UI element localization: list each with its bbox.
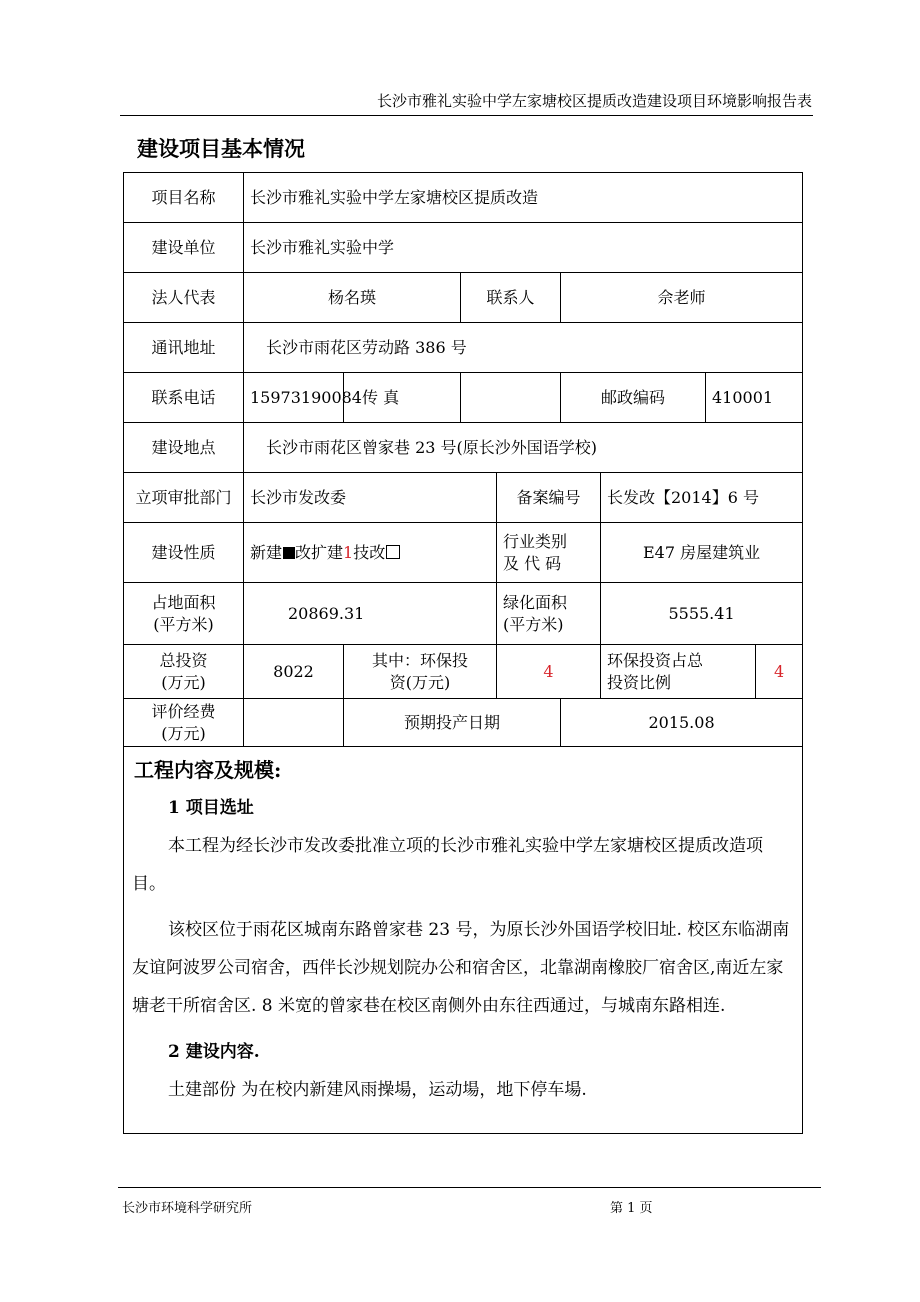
nature-tech-label: 技改 bbox=[353, 542, 386, 562]
nature-value bbox=[244, 523, 497, 583]
document-header-title: 长沙市雅礼实验中学左家塘校区提质改造建设项目环境影响报告表 bbox=[376, 92, 812, 110]
construction-content-para: 土建部份 为在校内新建风雨操場，运动場，地下停车場. bbox=[168, 1080, 587, 1100]
invest-label-line1: 总投资 bbox=[159, 650, 208, 670]
env-invest-value: 4 bbox=[497, 645, 601, 699]
eval-fee-label-line2: (万元) bbox=[161, 723, 206, 743]
table-row bbox=[124, 423, 803, 473]
table-row bbox=[124, 473, 803, 523]
industry-label-line1: 行业类别 bbox=[503, 531, 568, 551]
table-row bbox=[124, 273, 803, 323]
builder-label: 建设单位 bbox=[124, 223, 244, 273]
table-row bbox=[124, 747, 803, 1134]
green-value: 5555.41 bbox=[601, 583, 803, 645]
address-label: 通讯地址 bbox=[124, 323, 244, 373]
table-row bbox=[124, 223, 803, 273]
nature-new-label: 新建 bbox=[250, 542, 283, 562]
site-selection-title: 1 项目选址 bbox=[168, 798, 254, 818]
section-title: 建设项目基本情况 bbox=[137, 136, 305, 161]
eval-fee-value bbox=[244, 699, 344, 747]
builder-value: 长沙市雅礼实验中学 bbox=[244, 223, 803, 273]
invest-value: 8022 bbox=[244, 645, 344, 699]
table-row bbox=[124, 373, 803, 423]
green-label-line1: 绿化面积 bbox=[503, 592, 568, 612]
fax-label: 传 真 bbox=[344, 373, 461, 423]
nature-expand-mark: 1 bbox=[343, 542, 354, 562]
industry-label-line2: 及 代 码 bbox=[503, 553, 562, 573]
footer-divider bbox=[118, 1187, 821, 1188]
construction-content-title: 2 建设内容. bbox=[168, 1042, 260, 1062]
green-label bbox=[497, 583, 601, 645]
phone-value: 15973190084 bbox=[244, 373, 344, 423]
env-invest-label-line1: 其中：环保投 bbox=[371, 650, 468, 670]
fax-value bbox=[461, 373, 561, 423]
table-row bbox=[124, 173, 803, 223]
table-row bbox=[124, 699, 803, 747]
site-selection-para-2: 该校区位于雨花区城南东路曾家巷 23 号，为原长沙外国语学校旧址. 校区东临湖南友谊阿波罗公司宿舍，西伴长沙规划院办公和宿舍区，北靠湖南橡胶厂宿舍区,南近左家塘老干所宿舍区. 8 米宽的曾家巷在校区南侧外由东往西通过，与城南东路相连. bbox=[132, 920, 790, 1016]
industry-label bbox=[497, 523, 601, 583]
env-ratio-label-line1: 环保投资占总 bbox=[607, 650, 704, 670]
area-label bbox=[124, 583, 244, 645]
project-name-value: 长沙市雅礼实验中学左家塘校区提质改造 bbox=[244, 173, 803, 223]
table-row bbox=[124, 645, 803, 699]
table-row bbox=[124, 583, 803, 645]
site-selection-para-1: 本工程为经长沙市发改委批准立项的长沙市雅礼实验中学左家塘校区提质改造项目。 bbox=[132, 836, 763, 894]
invest-label-line2: (万元) bbox=[161, 672, 206, 692]
footer-organization: 长沙市环境科学研究所 bbox=[122, 1201, 253, 1216]
table-row bbox=[124, 323, 803, 373]
project-name-label: 项目名称 bbox=[124, 173, 244, 223]
eval-fee-label bbox=[124, 699, 244, 747]
approval-dept-label: 立项审批部门 bbox=[124, 473, 244, 523]
site-label: 建设地点 bbox=[124, 423, 244, 473]
prod-date-value: 2015.08 bbox=[561, 699, 803, 747]
area-value: 20869.31 bbox=[244, 583, 497, 645]
green-label-line2: (平方米) bbox=[503, 614, 564, 634]
invest-label bbox=[124, 645, 244, 699]
phone-label: 联系电话 bbox=[124, 373, 244, 423]
env-ratio-label bbox=[601, 645, 756, 699]
area-label-line2: (平方米) bbox=[153, 614, 214, 634]
unchecked-box-icon bbox=[386, 545, 400, 559]
checked-box-icon bbox=[283, 547, 295, 559]
contact-label: 联系人 bbox=[461, 273, 561, 323]
address-value: 长沙市雨花区劳动路 386 号 bbox=[244, 323, 803, 373]
env-ratio-label-line2: 投资比例 bbox=[607, 672, 672, 692]
legal-rep-value: 杨名瑛 bbox=[244, 273, 461, 323]
header-divider bbox=[120, 115, 813, 116]
site-value: 长沙市雨花区曾家巷 23 号(原长沙外国语学校) bbox=[244, 423, 803, 473]
postcode-value: 410001 bbox=[706, 373, 803, 423]
postcode-label: 邮政编码 bbox=[561, 373, 706, 423]
industry-value: E47 房屋建筑业 bbox=[601, 523, 803, 583]
project-content-cell bbox=[124, 747, 803, 1134]
env-invest-label-line2: 资(万元) bbox=[389, 672, 451, 692]
eval-fee-label-line1: 评价经费 bbox=[151, 701, 216, 721]
record-no-value: 长发改【2014】6 号 bbox=[601, 473, 803, 523]
env-invest-label bbox=[344, 645, 497, 699]
area-label-line1: 占地面积 bbox=[151, 592, 216, 612]
table-row bbox=[124, 523, 803, 583]
content-heading: 工程内容及规模: bbox=[134, 758, 282, 782]
approval-dept-value: 长沙市发改委 bbox=[244, 473, 497, 523]
footer-page-number: 第 1 页 bbox=[610, 1201, 653, 1216]
record-no-label: 备案编号 bbox=[497, 473, 601, 523]
env-ratio-value: 4 bbox=[756, 645, 803, 699]
nature-label: 建设性质 bbox=[124, 523, 244, 583]
nature-expand-label: 改扩建 bbox=[295, 542, 344, 562]
legal-rep-label: 法人代表 bbox=[124, 273, 244, 323]
prod-date-label: 预期投产日期 bbox=[344, 699, 561, 747]
contact-value: 佘老师 bbox=[561, 273, 803, 323]
project-info-table bbox=[123, 172, 803, 1134]
